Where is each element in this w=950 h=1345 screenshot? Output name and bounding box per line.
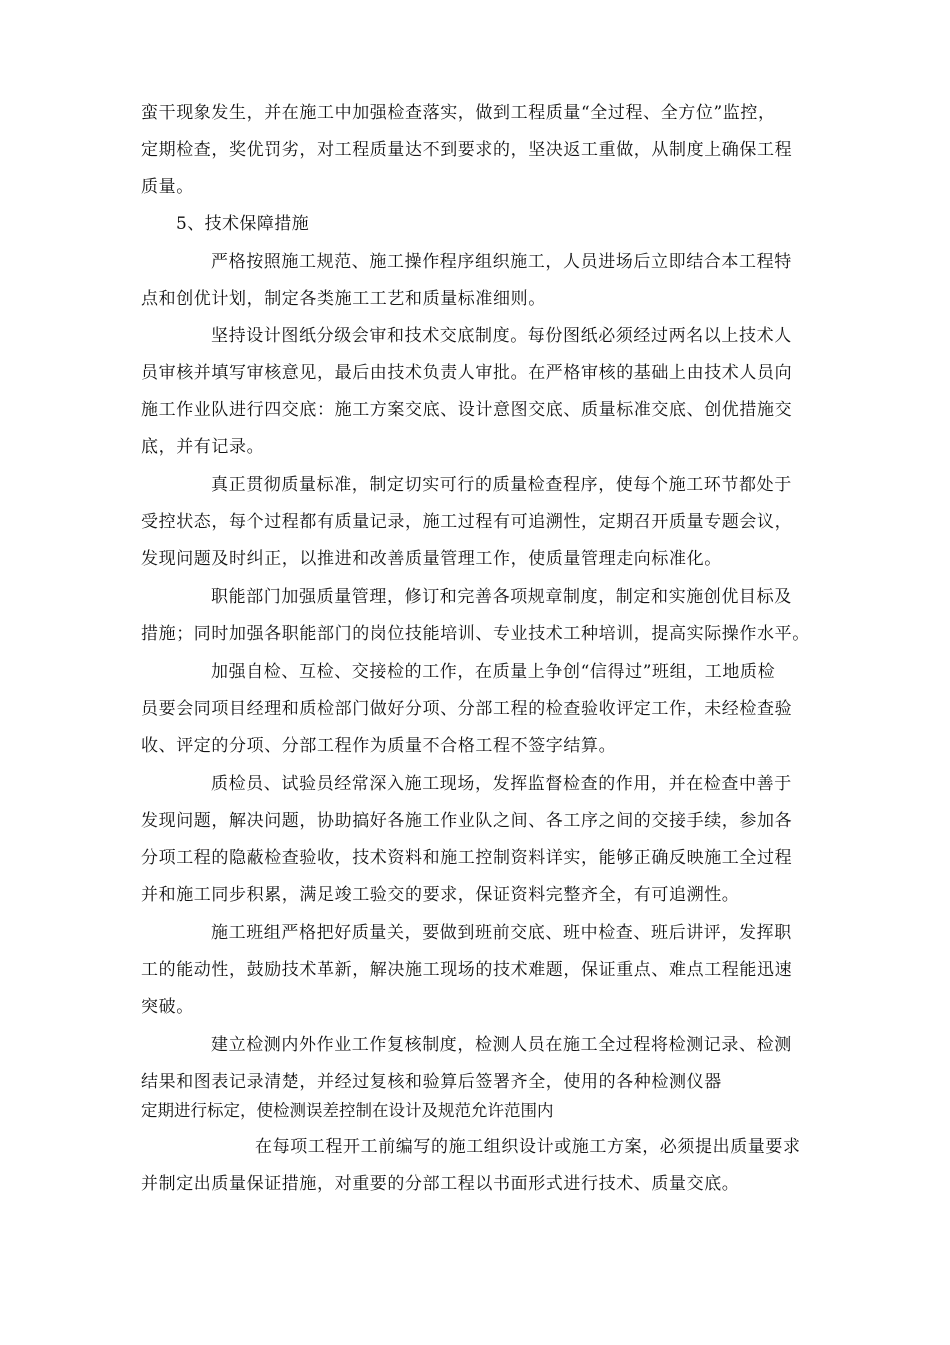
text-line: 在每项工程开工前编写的施工组织设计或施工方案，必须提出质量要求 (255, 1137, 801, 1157)
text-line: 发现问题，解决问题，协助搞好各施工作业队之间、各工序之间的交接手续，参加各 (141, 811, 793, 831)
text-line: 施工作业队进行四交底：施工方案交底、设计意图交底、质量标准交底、创优措施交 (141, 400, 793, 420)
text-line: 定期检查，奖优罚劣，对工程质量达不到要求的，坚决返工重做，从制度上确保工程 (141, 140, 793, 160)
text-line: 坚持设计图纸分级会审和技术交底制度。每份图纸必须经过两名以上技术人 (211, 326, 792, 346)
text-line: 质检员、试验员经常深入施工现场，发挥监督检查的作用，并在检查中善于 (211, 774, 792, 794)
text-line: 职能部门加强质量管理，修订和完善各项规章制度，制定和实施创优目标及 (211, 587, 792, 607)
text-line: 质量。 (141, 177, 194, 197)
text-line: 严格按照施工规范、施工操作程序组织施工，人员进场后立即结合本工程特 (211, 252, 792, 272)
text-line: 定期进行标定，使检测误差控制在设计及规范允许范围内 (141, 1101, 554, 1120)
text-line: 工的能动性，鼓励技术革新，解决施工现场的技术难题，保证重点、难点工程能迅速 (141, 960, 793, 980)
text-line: 真正贯彻质量标准，制定切实可行的质量检查程序，使每个施工环节都处于 (211, 475, 792, 495)
text-line: 分项工程的隐蔽检查验收，技术资料和施工控制资料详实，能够正确反映施工全过程 (141, 848, 793, 868)
text-line: 蛮干现象发生，并在施工中加强检查落实，做到工程质量“全过程、全方位”监控， (141, 103, 776, 123)
text-line: 员要会同项目经理和质检部门做好分项、分部工程的检查验收评定工作，未经检查验 (141, 699, 793, 719)
text-line: 施工班组严格把好质量关，要做到班前交底、班中检查、班后讲评，发挥职 (211, 923, 792, 943)
text-line: 底，并有记录。 (141, 437, 265, 457)
text-line: 加强自检、互检、交接检的工作，在质量上争创“信得过”班组，工地质检 (211, 662, 776, 682)
text-line: 收、评定的分项、分部工程作为质量不合格工程不签字结算。 (141, 736, 617, 756)
text-line: 受控状态，每个过程都有质量记录，施工过程有可追溯性，定期召开质量专题会议， (141, 512, 793, 532)
text-line: 并和施工同步积累，满足竣工验交的要求，保证资料完整齐全，有可追溯性。 (141, 885, 740, 905)
text-line: 员审核并填写审核意见，最后由技术负责人审批。在严格审核的基础上由技术人员向 (141, 363, 793, 383)
text-line: 发现问题及时纠正，以推进和改善质量管理工作，使质量管理走向标准化。 (141, 549, 722, 569)
text-line: 措施；同时加强各职能部门的岗位技能培训、专业技术工种培训，提高实际操作水平。 (141, 624, 810, 644)
text-line: 突破。 (141, 997, 194, 1017)
text-line: 并制定出质量保证措施，对重要的分部工程以书面形式进行技术、质量交底。 (141, 1174, 740, 1194)
text-line: 建立检测内外作业工作复核制度，检测人员在施工全过程将检测记录、检测 (211, 1035, 792, 1055)
section-heading: 5、技术保障措施 (176, 214, 310, 234)
text-line: 点和创优计划，制定各类施工工艺和质量标准细则。 (141, 289, 546, 309)
text-line: 结果和图表记录清楚，并经过复核和验算后签署齐全，使用的各种检测仪器 (141, 1072, 722, 1092)
